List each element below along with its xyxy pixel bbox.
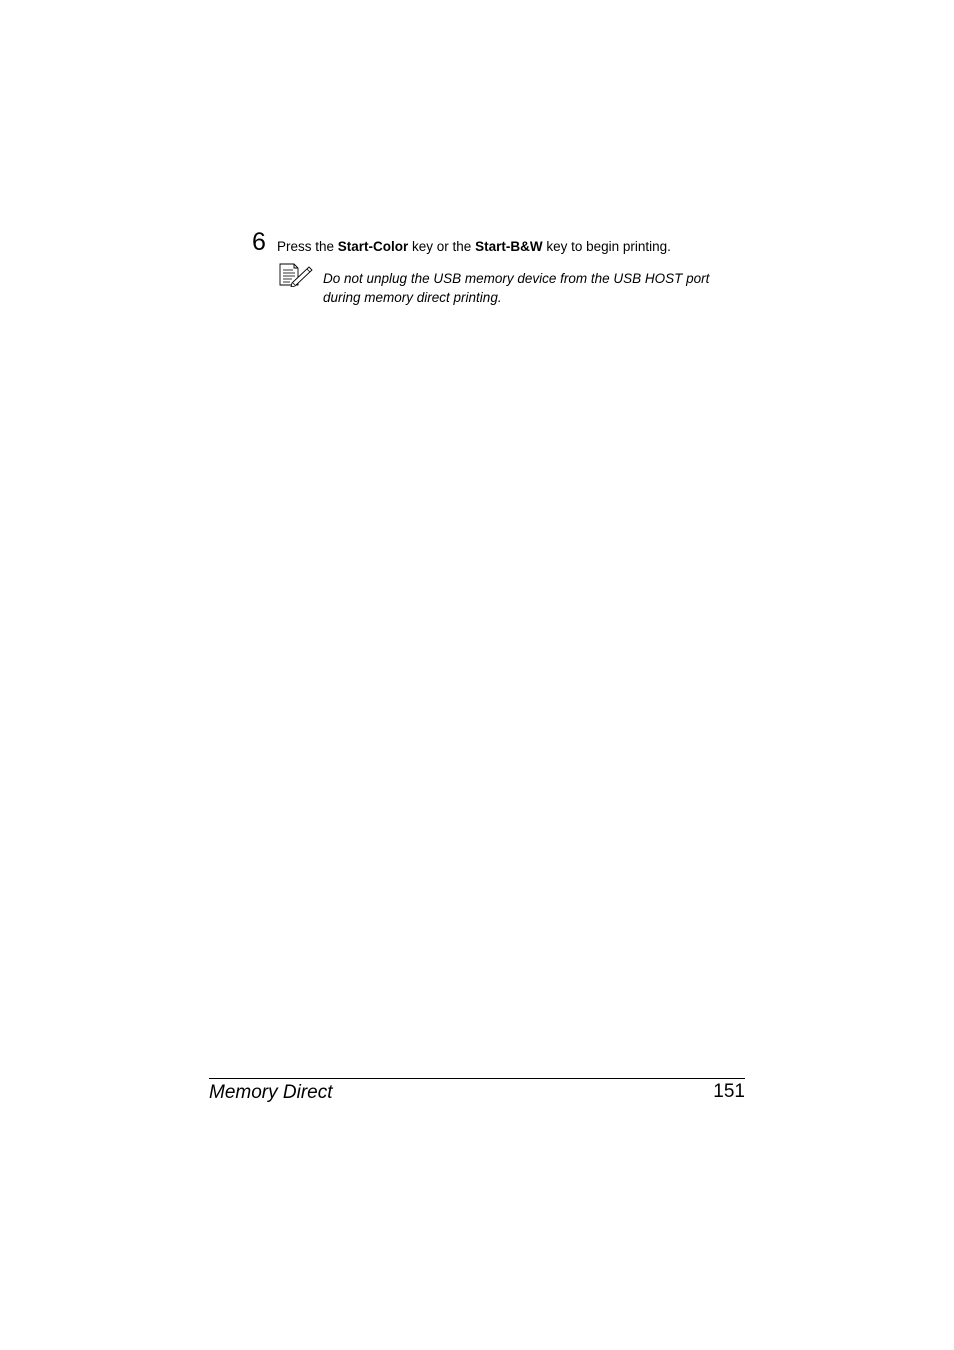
footer-divider (209, 1078, 745, 1079)
start-bw-key-label: Start-B&W (475, 239, 543, 254)
step-text-after: key to begin printing. (542, 239, 671, 254)
note-line-1: Do not unplug the USB memory device from the USB HOST port (323, 271, 710, 286)
step-instruction (277, 238, 671, 255)
footer-section-title: Memory Direct (209, 1082, 333, 1103)
note-line-2: during memory direct printing. (323, 289, 502, 305)
note-pencil-icon (278, 263, 314, 287)
note-text (323, 270, 748, 307)
step-text-middle: key or the (408, 239, 476, 254)
step-number: 6 (252, 228, 266, 256)
start-color-key-label: Start-Color (337, 239, 409, 254)
step-text-before: Press the (277, 239, 338, 254)
footer-page-number: 151 (713, 1081, 745, 1102)
